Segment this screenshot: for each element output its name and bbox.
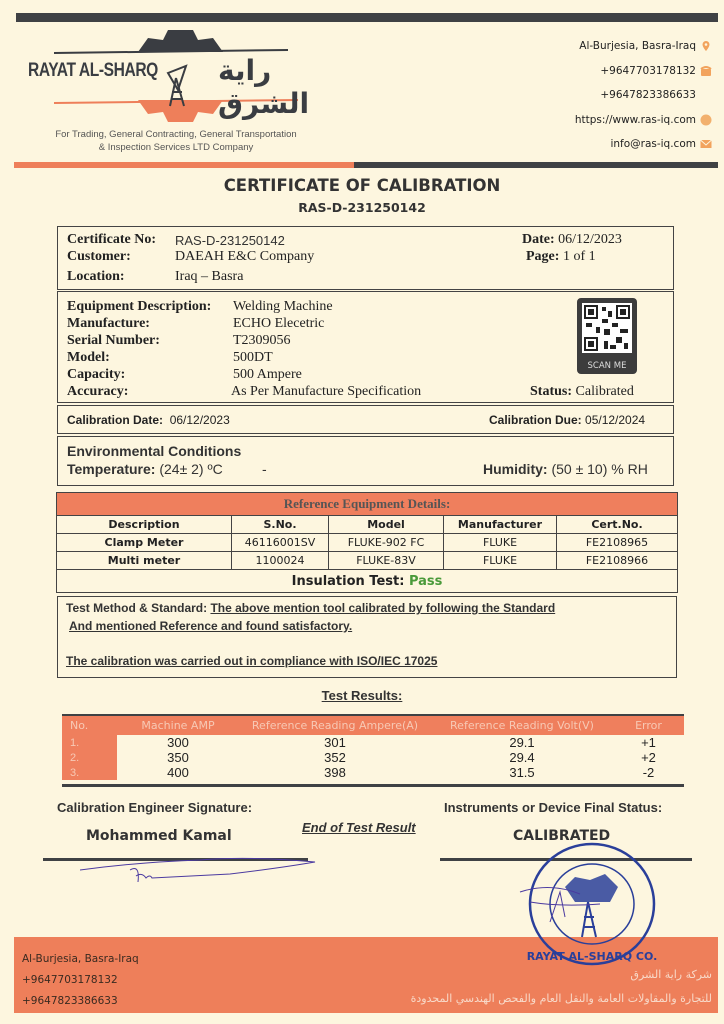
customer-value: DAEAH E&C Company [175,249,315,264]
page-label: Page: [526,249,560,264]
contact-phone-1[interactable] [575,59,712,84]
footer-phone-2[interactable]: +9647823386633 [22,995,118,1007]
test-method-line-1: The above mention tool calibrated by following the Standard [210,601,556,615]
cell-error: +1 [641,735,656,750]
location-value: Iraq – Basra [175,269,244,284]
page-value: 1 of 1 [562,249,596,264]
cell-error: -2 [642,765,655,780]
environment-title: Environmental Conditions [67,443,242,459]
cell-error: +2 [641,750,656,765]
environmental-conditions-box [57,436,674,486]
contact-website[interactable] [575,108,712,133]
footer-phone-1[interactable]: +9647703178132 [22,974,118,986]
test-method-box [57,596,677,678]
manufacture-label: Manufacture: [67,316,150,331]
calibration-date-label: Calibration Date: [67,413,164,427]
humidity-label: Humidity: [483,461,548,477]
cell-ref-volt: 29.1 [509,735,535,750]
model-label: Model: [67,350,110,365]
company-name-english: RAYAT AL-SHARQ [28,60,158,81]
cell-description: Multi meter [57,552,232,570]
reference-table-title: Reference Equipment Details: [57,493,678,516]
cell-ref-volt: 31.5 [509,765,535,780]
contact-phone-2[interactable] [575,83,712,108]
calibration-due-label: Calibration Due: [489,413,582,427]
cell-model: FLUKE-83V [329,552,444,570]
qr-pattern-icon [582,303,632,353]
phone-1-link[interactable]: +9647703178132 [600,64,696,77]
temperature-label: Temperature: [67,461,156,477]
email-icon [700,138,712,150]
location-pin-icon [700,40,712,52]
cell-model: FLUKE-902 FC [329,534,444,552]
customer-label: Customer: [67,249,131,264]
footer-arabic-line-2: للتجارة والمقاولات العامة والنقل العام والفحص الهندسي المحدودة [410,992,712,1005]
reference-table-header [57,516,678,534]
cell-no: 3. [62,765,117,780]
engineer-signature-label: Calibration Engineer Signature: [57,800,253,815]
table-row [57,534,678,552]
results-bottom-rule [62,784,684,787]
scan-me-label: SCAN ME [587,361,627,371]
header-divider-dark [354,162,718,168]
phone-2-link[interactable]: +9647823386633 [600,89,696,102]
col-serial: S.No. [232,516,329,534]
website-link[interactable]: https://www.ras-iq.com [574,113,696,126]
col-cert-no: Cert.No. [557,516,678,534]
col-description: Description [57,516,232,534]
cert-no-value: RAS-D-231250142 [175,233,285,248]
serial-label: Serial Number: [67,333,160,348]
company-tagline [26,128,326,154]
tagline-line-2: & Inspection Services LTD Company [98,142,254,153]
cert-no-label: Certificate No: [67,232,157,247]
results-header [62,716,684,735]
table-row [62,765,684,780]
col-machine-amp: Machine AMP [117,716,239,735]
table-row [62,735,684,750]
company-logo [18,28,338,128]
insulation-test-row [57,570,678,593]
tagline-line-1: For Trading, General Contracting, General Transportation [55,129,297,140]
calibration-dates-box [57,405,674,434]
globe-icon [700,114,712,126]
model-value: 500DT [233,350,273,365]
equipment-description-label: Equipment Description: [67,299,212,314]
col-no: No. [62,716,117,735]
test-method-label: Test Method & Standard: [66,601,208,615]
engineer-name: Mohammed Kamal [86,828,232,844]
accuracy-value: As Per Manufacture Specification [231,384,422,399]
address-text: Al-Burjesia, Basra-Iraq [579,40,696,53]
cell-manufacturer: FLUKE [444,534,557,552]
stamp-text: RAYAT AL-SHARQ CO. [526,950,658,963]
compliance-statement: The calibration was carried out in compliance with ISO/IEC 17025 [66,654,438,668]
status-value: Calibrated [575,384,634,399]
contact-email[interactable] [575,132,712,157]
insulation-test-label: Insulation Test: [291,573,405,589]
col-manufacturer: Manufacturer [444,516,557,534]
manufacture-value: ECHO Elecetric [233,316,325,331]
test-results-title: Test Results: [321,688,403,703]
location-label: Location: [67,269,125,284]
date-value: 06/12/2023 [558,232,622,247]
certificate-info-box [57,226,674,290]
equipment-description-value: Welding Machine [233,299,333,314]
serial-value: T2309056 [233,333,291,348]
humidity-value: (50 ± 10) % RH [551,461,648,477]
email-link[interactable]: info@ras-iq.com [610,138,696,151]
qr-code[interactable] [577,298,637,374]
cell-machine-amp: 300 [167,735,189,750]
cell-no: 2. [62,750,117,765]
environment-dash: - [262,461,267,477]
capacity-value: 500 Ampere [233,367,302,382]
equipment-box [57,291,674,403]
header-contacts [575,34,712,157]
cell-machine-amp: 350 [167,750,189,765]
header-divider-orange [14,162,354,168]
cell-manufacturer: FLUKE [444,552,557,570]
capacity-label: Capacity: [67,367,126,382]
test-method-line-2: And mentioned Reference and found satisfactory. [69,619,353,633]
cell-ref-ampere: 398 [324,765,346,780]
status-label: Status: [530,384,573,399]
engineer-signature-icon [80,852,320,892]
cell-ref-volt: 29.4 [509,750,535,765]
cell-serial: 1100024 [232,552,329,570]
col-error: Error [613,716,684,735]
cell-cert-no: FE2108965 [557,534,678,552]
calibration-date-value: 06/12/2023 [169,413,230,427]
cell-no: 1. [62,735,117,750]
company-stamp-icon [510,832,660,972]
certificate-title: CERTIFICATE OF CALIBRATION [223,176,501,195]
end-of-test-result: End of Test Result [302,820,416,835]
phone-icon [700,65,712,77]
footer-contacts [22,949,139,1012]
table-row [62,750,684,765]
cell-serial: 46116001SV [232,534,329,552]
cell-cert-no: FE2108966 [557,552,678,570]
certificate-number-heading: RAS-D-231250142 [298,200,426,215]
insulation-test-value: Pass [408,573,443,589]
col-ref-ampere: Reference Reading Ampere(A) [239,716,431,735]
temperature-value: (24± 2) ºC [159,461,223,477]
header-top-bar [16,13,718,22]
cell-description: Clamp Meter [57,534,232,552]
col-ref-volt: Reference Reading Volt(V) [431,716,613,735]
qr-code-image [582,303,632,353]
cell-ref-ampere: 301 [324,735,346,750]
accuracy-label: Accuracy: [67,384,129,399]
cell-ref-ampere: 352 [324,750,346,765]
table-row [57,552,678,570]
final-status-label: Instruments or Device Final Status: [444,800,663,815]
company-name-arabic: راية الشرق [218,54,310,120]
cell-machine-amp: 400 [167,765,189,780]
footer-arabic-line-1: شركة راية الشرق [630,968,712,981]
test-results-table [62,716,684,780]
contact-address [575,34,712,59]
final-status-value: CALIBRATED [513,828,611,844]
col-model: Model [329,516,444,534]
footer-address: Al-Burjesia, Basra-Iraq [22,953,139,965]
reference-equipment-table [56,492,678,593]
calibration-due-value: 05/12/2024 [585,413,646,427]
date-label: Date: [522,232,555,247]
